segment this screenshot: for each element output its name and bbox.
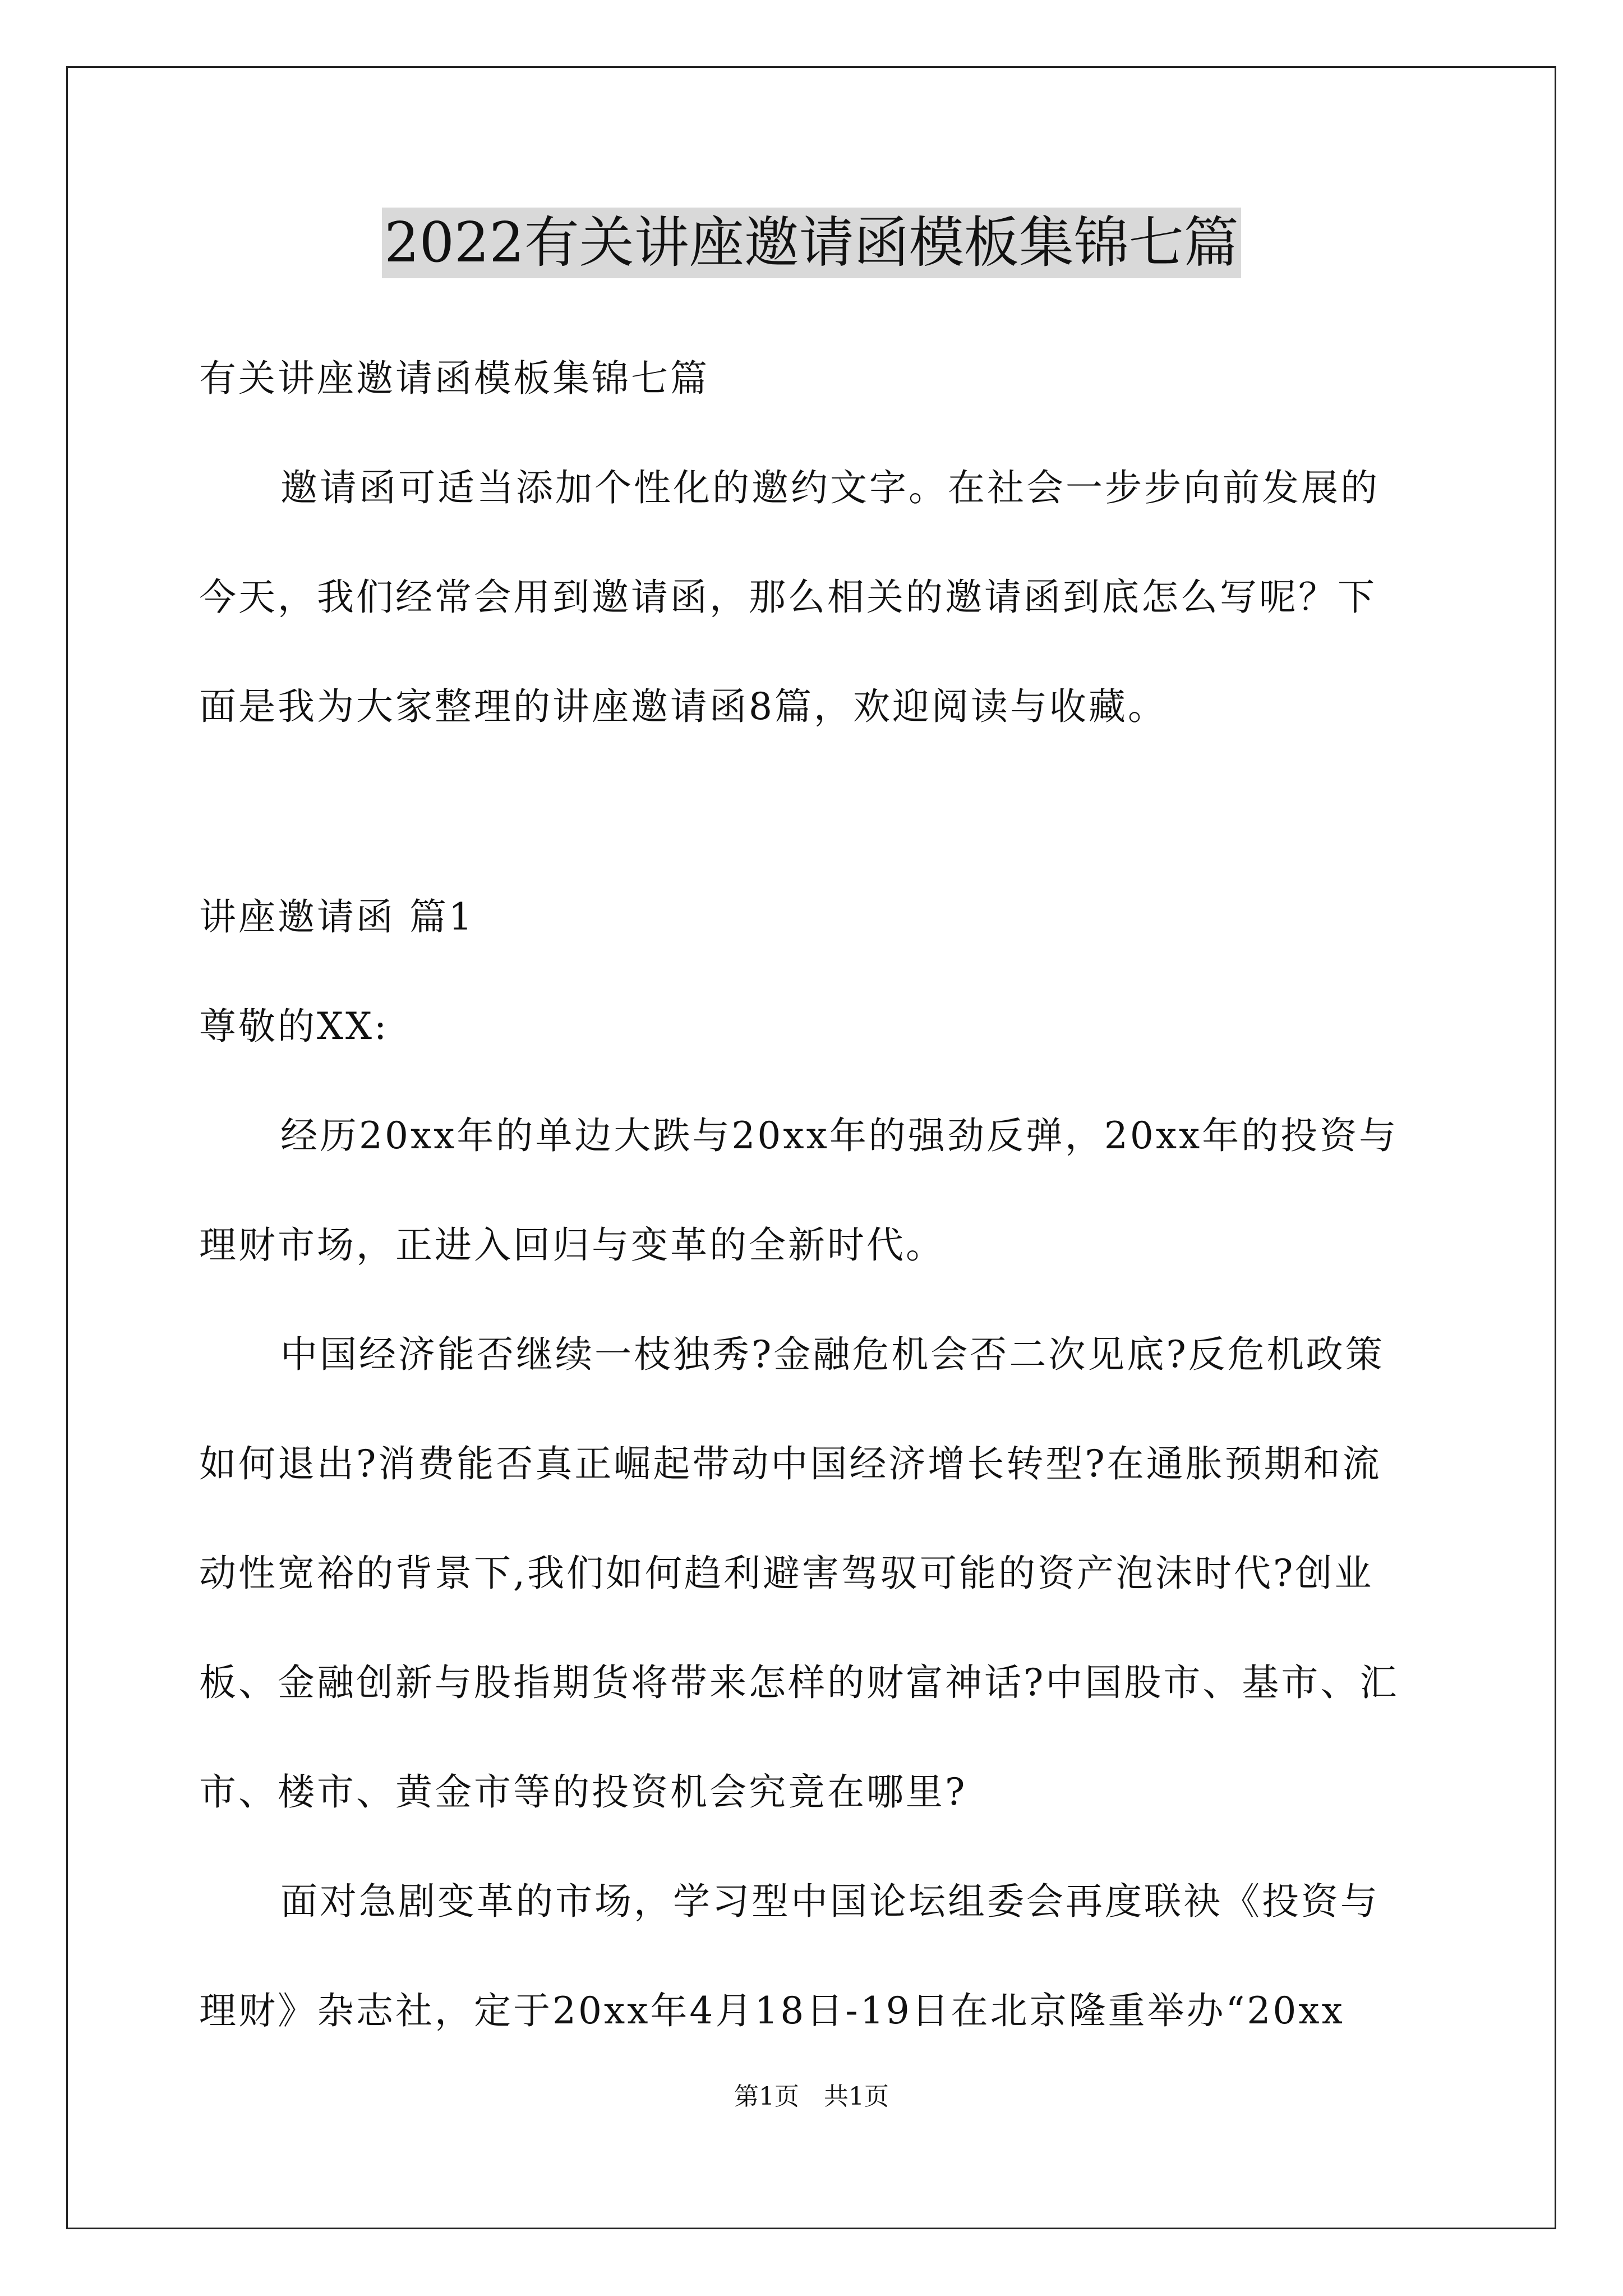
salutation: 尊敬的XX: <box>199 1005 389 1048</box>
paragraph-line: 理财市场，正进入回归与变革的全新时代。 <box>199 1223 945 1267</box>
document-title-text: 2022有关讲座邀请函模板集锦七篇 <box>382 208 1241 278</box>
paragraph-line: 面是我为大家整理的讲座邀请函8篇，欢迎阅读与收藏。 <box>199 685 1167 728</box>
paragraph-line: 理财》杂志社，定于20xx年4月18日-19日在北京隆重举办“20xx <box>199 1989 1345 2032</box>
paragraph-line: 邀请函可适当添加个性化的邀约文字。在社会一步步向前发展的 <box>280 466 1380 509</box>
document-title <box>0 206 1623 279</box>
paragraph-line: 经历20xx年的单边大跌与20xx年的强劲反弹，20xx年的投资与 <box>280 1114 1399 1157</box>
paragraph-line: 中国经济能否继续一枝独秀?金融危机会否二次见底?反危机政策 <box>280 1333 1385 1376</box>
paragraph-line: 板、金融创新与股指期货将带来怎样的财富神话?中国股市、基市、汇 <box>199 1661 1399 1704</box>
paragraph-line: 面对急剧变革的市场，学习型中国论坛组委会再度联袂《投资与 <box>280 1880 1380 1923</box>
paragraph-line: 市、楼市、黄金市等的投资机会究竟在哪里? <box>199 1770 967 1814</box>
paragraph-line: 如何退出?消费能否真正崛起带动中国经济增长转型?在通胀预期和流 <box>199 1442 1382 1485</box>
section-heading: 讲座邀请函 篇1 <box>199 895 474 938</box>
paragraph-line: 动性宽裕的背景下,我们如何趋利避害驾驭可能的资产泡沫时代?创业 <box>199 1552 1374 1595</box>
subtitle-line: 有关讲座邀请函模板集锦七篇 <box>199 357 709 400</box>
paragraph-line: 今天，我们经常会用到邀请函，那么相关的邀请函到底怎么写呢？下 <box>199 576 1377 619</box>
page-number: 第1页 共1页 <box>734 2082 889 2111</box>
